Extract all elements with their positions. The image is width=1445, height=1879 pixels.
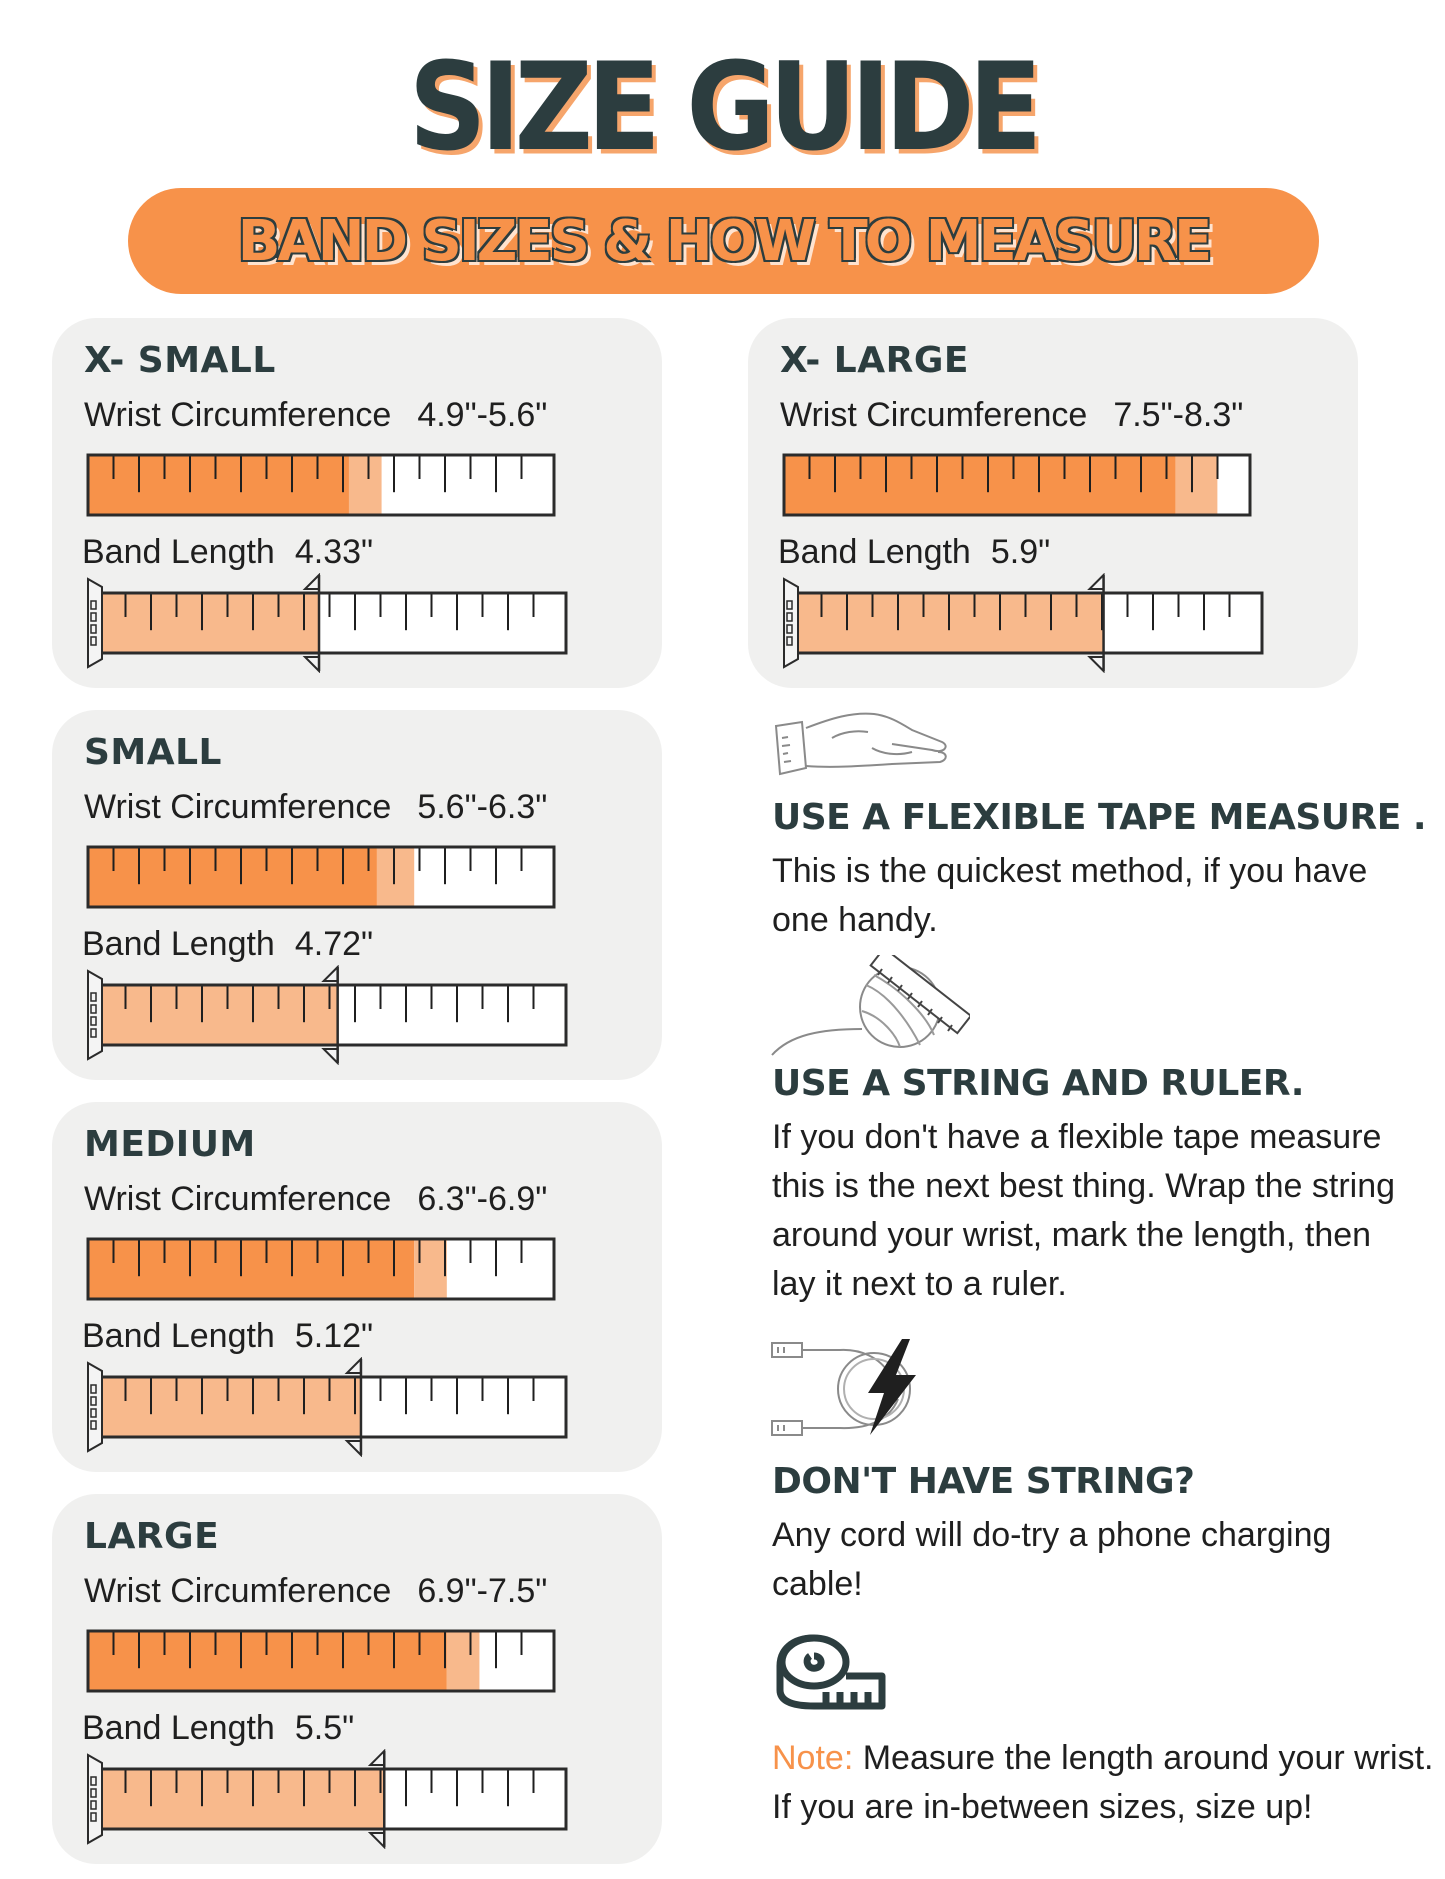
- band-fill: [100, 593, 319, 653]
- wrist-value: 7.5"-8.3": [1113, 396, 1244, 434]
- band-connector: [88, 1755, 102, 1843]
- tip-title: USE A FLEXIBLE TAPE MEASURE .: [772, 797, 1427, 838]
- size-card-x-small: [52, 318, 662, 688]
- hand-tape-measure-icon: [772, 708, 952, 788]
- band-length-row: [82, 1709, 354, 1748]
- string-ball-ruler-icon: [770, 955, 970, 1060]
- band-value: 4.33": [294, 533, 374, 571]
- band-length-row: [778, 533, 1050, 572]
- band-fill: [100, 985, 338, 1045]
- wrist-fill: [88, 455, 349, 515]
- wrist-ruler: [86, 1629, 566, 1699]
- subtitle-banner: [128, 188, 1319, 294]
- size-card-large: [52, 1494, 662, 1864]
- wrist-value: 6.9"-7.5": [417, 1572, 548, 1610]
- wrist-label: Wrist Circumference: [84, 396, 392, 434]
- band-ruler: [82, 965, 622, 1065]
- wrist-label: Wrist Circumference: [84, 1180, 392, 1218]
- wrist-range-fill: [377, 847, 414, 907]
- size-name: X- LARGE: [780, 340, 969, 381]
- wrist-range-fill: [349, 455, 382, 515]
- page-title: SIZE GUIDE: [408, 38, 1037, 178]
- size-name: X- SMALL: [84, 340, 276, 381]
- charging-cable-icon: [770, 1335, 940, 1445]
- band-value: 4.72": [294, 925, 374, 963]
- note-label: Note:: [772, 1739, 854, 1777]
- band-length-row: [82, 533, 373, 572]
- band-label: Band Length: [82, 533, 275, 571]
- band-connector: [88, 971, 102, 1059]
- wrist-circumference-row: [780, 396, 1243, 435]
- wrist-range-fill: [1175, 455, 1217, 515]
- band-ruler: [82, 1749, 622, 1849]
- wrist-label: Wrist Circumference: [780, 396, 1088, 434]
- wrist-circumference-row: [84, 1572, 547, 1611]
- wrist-range-fill: [447, 1631, 480, 1691]
- band-fill: [100, 1377, 361, 1437]
- wrist-fill: [88, 1239, 414, 1299]
- band-connector: [88, 1363, 102, 1451]
- wrist-circumference-row: [84, 396, 547, 435]
- wrist-value: 6.3"-6.9": [417, 1180, 548, 1218]
- band-ruler: [82, 1357, 622, 1457]
- band-label: Band Length: [82, 1709, 275, 1747]
- band-length-row: [82, 925, 373, 964]
- band-connector: [784, 579, 798, 667]
- size-name: LARGE: [84, 1516, 220, 1557]
- band-length-row: [82, 1317, 373, 1356]
- note-text: [772, 1734, 1437, 1832]
- band-value: 5.5": [294, 1709, 355, 1747]
- band-value: 5.12": [294, 1317, 374, 1355]
- tape-roll-icon: [774, 1632, 889, 1712]
- banner-text: BAND SIZES & HOW TO MEASURE: [237, 208, 1210, 274]
- tip-title: DON'T HAVE STRING?: [772, 1461, 1195, 1502]
- band-ruler: [778, 573, 1318, 673]
- tip-title: USE A STRING AND RULER.: [772, 1063, 1304, 1104]
- band-connector: [88, 579, 102, 667]
- size-name: MEDIUM: [84, 1124, 256, 1165]
- note-body: Measure the length around your wrist. If you are in-between sizes, size up!: [772, 1739, 1434, 1826]
- wrist-ruler: [86, 845, 566, 915]
- wrist-label: Wrist Circumference: [84, 1572, 392, 1610]
- size-card-small: [52, 710, 662, 1080]
- band-fill: [100, 1769, 384, 1829]
- band-label: Band Length: [778, 533, 971, 571]
- wrist-fill: [784, 455, 1175, 515]
- wrist-circumference-row: [84, 1180, 547, 1219]
- tip-body: This is the quickest method, if you have one handy.: [772, 852, 1368, 939]
- size-card-x-large: [748, 318, 1358, 688]
- wrist-ruler: [86, 453, 566, 523]
- size-name: SMALL: [84, 732, 222, 773]
- wrist-label: Wrist Circumference: [84, 788, 392, 826]
- wrist-value: 5.6"-6.3": [417, 788, 548, 826]
- band-value: 5.9": [990, 533, 1051, 571]
- wrist-value: 4.9"-5.6": [417, 396, 548, 434]
- band-label: Band Length: [82, 1317, 275, 1355]
- wrist-circumference-row: [84, 788, 547, 827]
- size-card-medium: [52, 1102, 662, 1472]
- band-label: Band Length: [82, 925, 275, 963]
- wrist-ruler: [86, 1237, 566, 1307]
- band-ruler: [82, 573, 622, 673]
- wrist-fill: [88, 847, 377, 907]
- tip-body: Any cord will do-try a phone charging cable!: [772, 1516, 1332, 1603]
- tip-body: If you don't have a flexible tape measure this is the next best thing. Wrap the string around your wrist, mark the length, then lay it next to a ruler.: [772, 1118, 1396, 1303]
- wrist-ruler: [782, 453, 1262, 523]
